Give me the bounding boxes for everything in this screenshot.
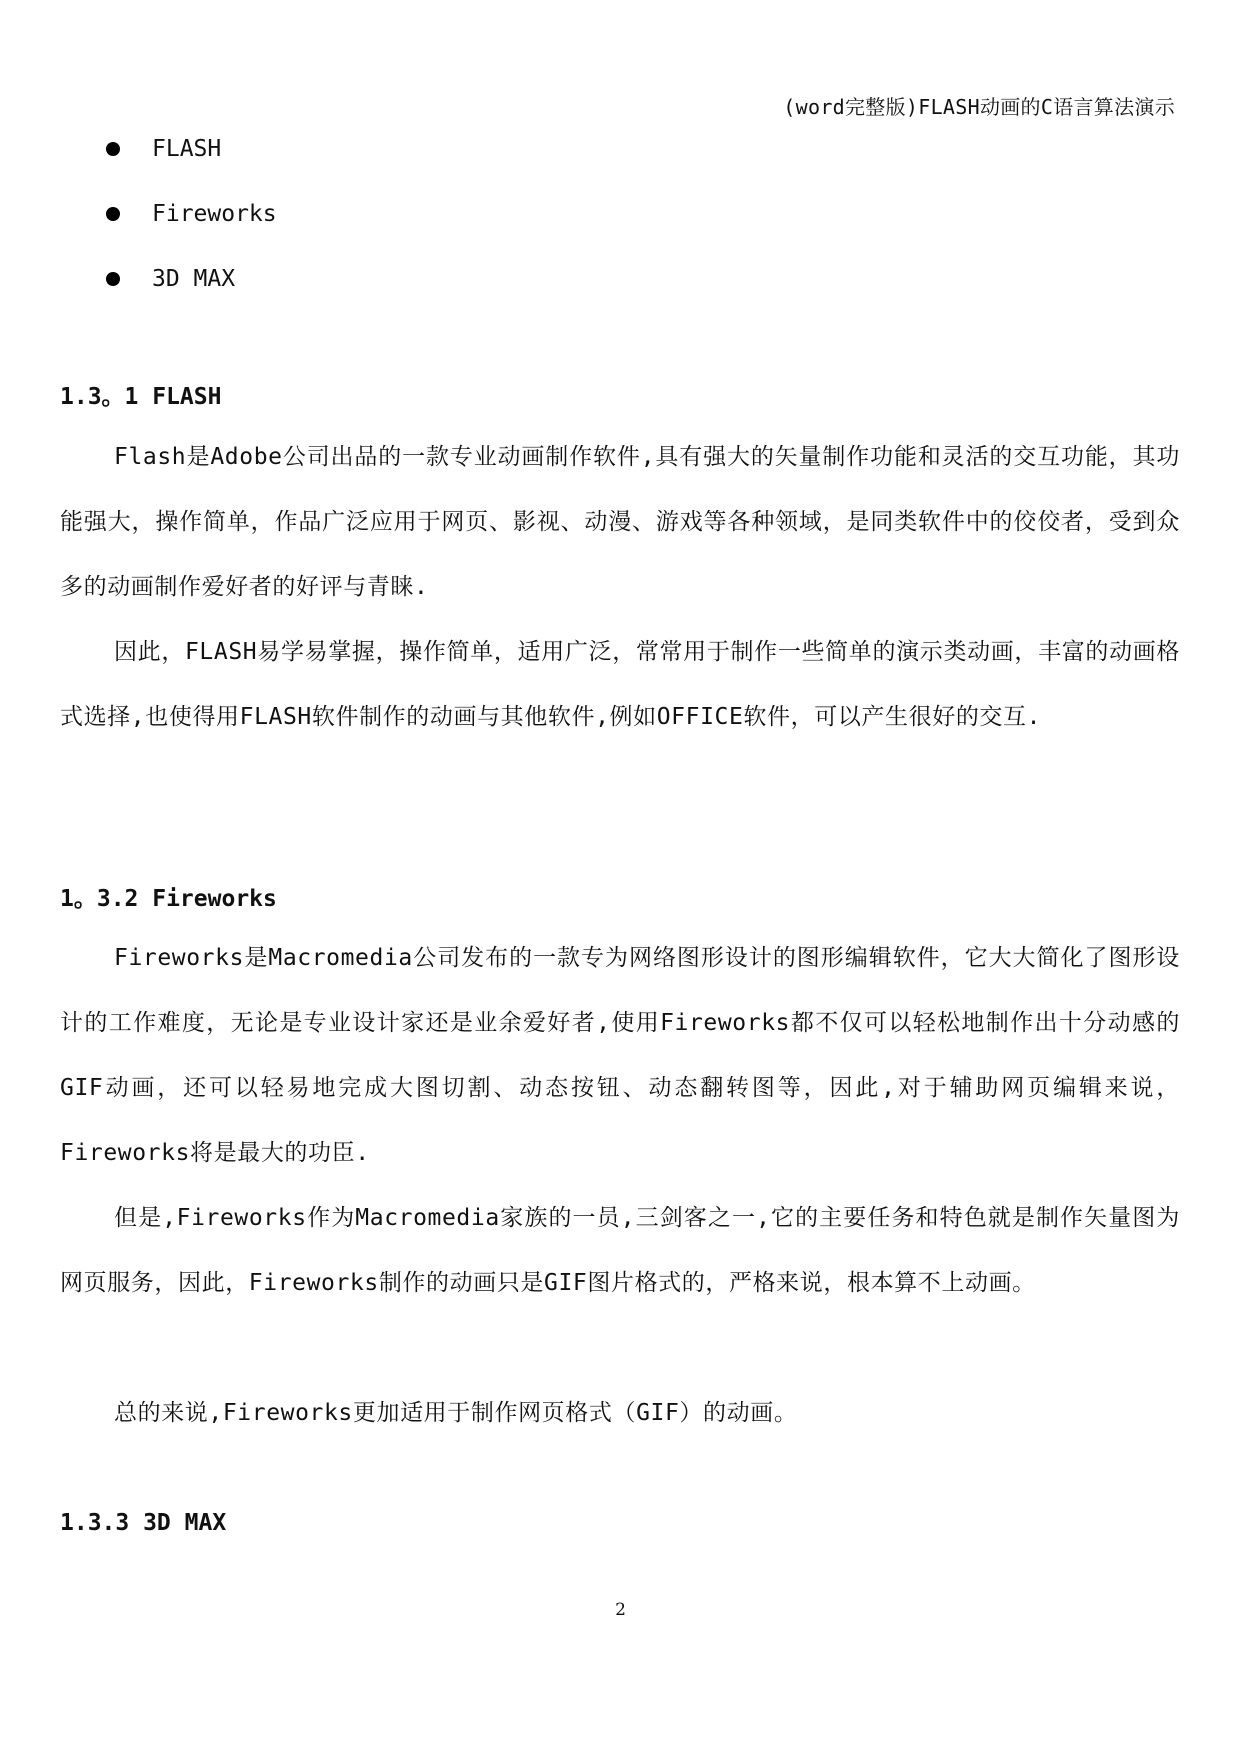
bullet-item-fireworks xyxy=(106,197,277,262)
running-header: (word完整版)FLASH动画的C语言算法演示 xyxy=(783,95,1175,119)
paragraph-flash-intro: Flash是Adobe公司出品的一款专业动画制作软件,具有强大的矢量制作功能和灵活的交互功能，其功能强大，操作简单，作品广泛应用于网页、影视、动漫、游戏等各种领域，是同类软件中的佼佼者，受到众多的动画制作爱好者的好评与青睐. xyxy=(60,444,1180,600)
paragraph-fireworks-conclusion: 总的来说,Fireworks更加适用于制作网页格式（GIF）的动画。 xyxy=(114,1400,798,1426)
paragraph-fireworks-limitation: 但是,Fireworks作为Macromedia家族的一员,三剑客之一,它的主要任务和特色就是制作矢量图为网页服务，因此，Fireworks制作的动画只是GIF图片格式的，严格来说，根本算不上动画。 xyxy=(60,1205,1180,1296)
paragraph-flash-summary: 因此，FLASH易学易掌握，操作简单，适用广泛，常常用于制作一些简单的演示类动画，丰富的动画格式选择,也使得用FLASH软件制作的动画与其他软件,例如OFFICE软件，可以产生很好的交互. xyxy=(60,639,1180,730)
bullet-label: 3D MAX xyxy=(152,266,236,292)
bullet-dot-icon xyxy=(106,272,120,286)
bullet-dot-icon xyxy=(106,142,120,156)
bullet-item-3dmax xyxy=(106,262,277,327)
bullet-dot-icon xyxy=(106,207,120,221)
section-heading-fireworks: 1。3.2 Fireworks xyxy=(60,886,277,912)
bullet-item-flash xyxy=(106,132,277,197)
paragraph-fireworks-intro: Fireworks是Macromedia公司发布的一款专为网络图形设计的图形编辑软件，它大大简化了图形设计的工作难度，无论是专业设计家还是业余爱好者,使用Fireworks都不仅可以轻松地制作出十分动感的GIF动画，还可以轻易地完成大图切割、动态按钮、动态翻转图等，因此,对于辅助网页编辑来说，Fireworks将是最大的功臣. xyxy=(60,945,1180,1166)
section-heading-flash: 1.3。1 FLASH xyxy=(60,384,222,410)
bullet-label: Fireworks xyxy=(152,201,277,227)
bullet-label: FLASH xyxy=(152,136,222,162)
section-heading-3dmax: 1.3.3 3D MAX xyxy=(60,1510,227,1536)
page-number: 2 xyxy=(615,1600,626,1620)
software-bullet-list xyxy=(106,132,277,327)
